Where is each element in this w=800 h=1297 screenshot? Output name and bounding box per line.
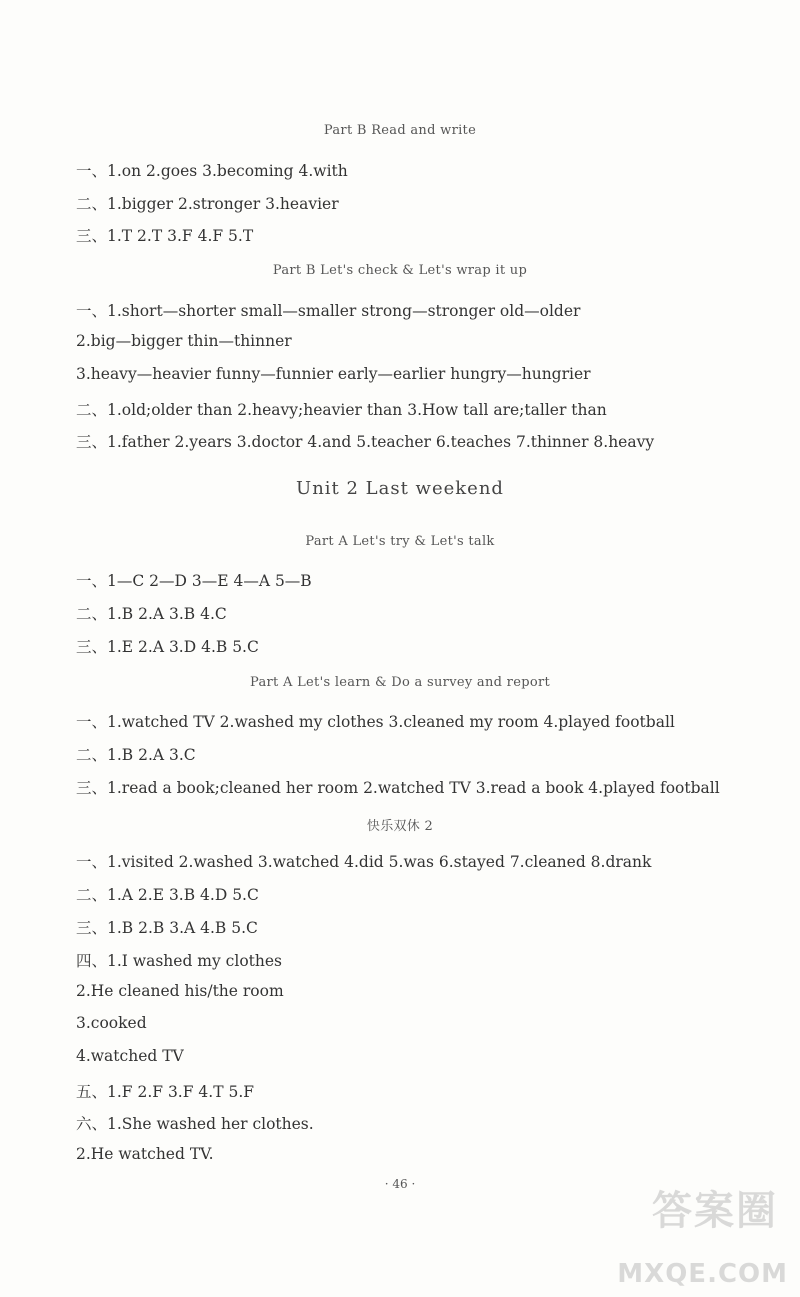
- answer-line: 2.He watched TV.: [76, 1145, 214, 1163]
- watermark-top-text: 答案圈: [652, 1188, 778, 1234]
- watermark-bottom-text: MXQE.COM: [617, 1259, 788, 1289]
- answer-line: 二、1.B 2.A 3.B 4.C: [76, 605, 227, 623]
- unit-title: Unit 2 Last weekend: [296, 478, 504, 499]
- answer-line: 一、1.watched TV 2.washed my clothes 3.cleaned my room 4.played football: [76, 713, 675, 731]
- answer-line: 三、1.E 2.A 3.D 4.B 5.C: [76, 638, 259, 656]
- answer-line: 二、1.A 2.E 3.B 4.D 5.C: [76, 886, 259, 904]
- section-title: Part B Let's check & Let's wrap it up: [272, 263, 528, 278]
- answer-line: 三、1.B 2.B 3.A 4.B 5.C: [76, 919, 258, 937]
- answer-line: 六、1.She washed her clothes.: [76, 1115, 314, 1133]
- answer-line: 3.heavy—heavier funny—funnier early—earlier hungry—hungrier: [76, 365, 591, 383]
- watermark-logo: [588, 1179, 788, 1289]
- answer-line: 三、1.read a book;cleaned her room 2.watched TV 3.read a book 4.played football: [76, 779, 720, 797]
- answer-line: 三、1.T 2.T 3.F 4.F 5.T: [76, 227, 254, 245]
- answer-line: 二、1.old;older than 2.heavy;heavier than 3.How tall are;taller than: [76, 401, 607, 419]
- section-title: 快乐双休 2: [366, 819, 434, 834]
- answer-line: 4.watched TV: [76, 1047, 184, 1065]
- answer-line: 一、1.on 2.goes 3.becoming 4.with: [76, 162, 348, 180]
- page-number: · 46 ·: [384, 1177, 416, 1191]
- answer-line: 2.He cleaned his/the room: [76, 982, 284, 1000]
- section-title: Part B Read and write: [323, 123, 477, 138]
- answer-line: 一、1.short—shorter small—smaller strong—stronger old—older: [76, 302, 581, 320]
- answer-line: 三、1.father 2.years 3.doctor 4.and 5.teacher 6.teaches 7.thinner 8.heavy: [76, 433, 655, 451]
- answer-line: 五、1.F 2.F 3.F 4.T 5.F: [76, 1083, 255, 1101]
- answer-line: 3.cooked: [76, 1014, 147, 1032]
- section-title: Part A Let's try & Let's talk: [305, 534, 495, 549]
- answer-line: 一、1.visited 2.washed 3.watched 4.did 5.was 6.stayed 7.cleaned 8.drank: [76, 853, 652, 871]
- answer-line: 二、1.bigger 2.stronger 3.heavier: [76, 195, 339, 213]
- answer-line: 一、1—C 2—D 3—E 4—A 5—B: [76, 572, 312, 590]
- answer-line: 四、1.I washed my clothes: [76, 952, 282, 970]
- answer-line: 2.big—bigger thin—thinner: [76, 332, 292, 350]
- answer-line: 二、1.B 2.A 3.C: [76, 746, 196, 764]
- section-title: Part A Let's learn & Do a survey and report: [250, 675, 550, 690]
